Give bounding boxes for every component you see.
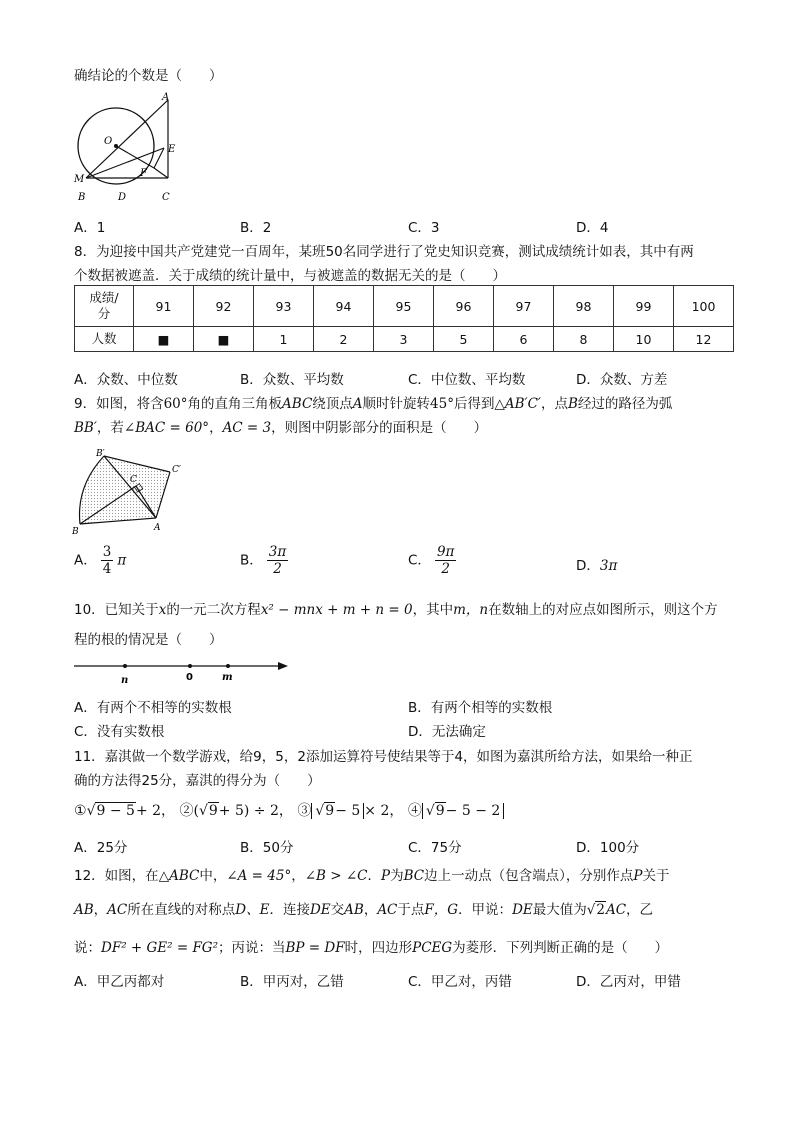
table-cell-covered: ■	[194, 327, 254, 352]
q12-math: BP = DF	[285, 940, 345, 956]
q9-option-a	[74, 544, 126, 577]
q8-option-c: C．中位数、平均数	[408, 372, 526, 388]
q12-text: ；丙说：当	[218, 940, 286, 956]
table-cell: 98	[554, 286, 614, 327]
q12-math: P	[633, 868, 643, 884]
method-3-tail: × 2，	[364, 803, 404, 819]
fraction-denominator: 4	[102, 561, 112, 577]
table-cell: 96	[434, 286, 494, 327]
q12-text: 关于	[642, 868, 670, 884]
table-cell: 100	[674, 286, 734, 327]
table-cell: 8	[554, 327, 614, 352]
q9-math: AC = 3	[222, 420, 272, 436]
q9-text: ，点	[540, 396, 568, 412]
q9-text: 绕顶点	[312, 396, 353, 412]
table-header-cell: 人数	[75, 327, 134, 352]
table-cell: 3	[374, 327, 434, 352]
table-cell: 12	[674, 327, 734, 352]
q9-text: 角的直角三角板	[187, 396, 283, 412]
q12-text: 交	[330, 902, 345, 918]
q7-option-b: B．2	[240, 220, 272, 236]
q9-option-c	[408, 544, 460, 577]
q7-label-d: D	[118, 192, 127, 203]
q9-text: 经过的路径为弧	[577, 396, 673, 412]
q9-math: A	[352, 396, 363, 412]
q12-math: F，G	[424, 902, 459, 918]
option-text: 3π	[599, 558, 618, 574]
q8-score-table	[74, 285, 734, 352]
table-cell: 93	[254, 286, 314, 327]
q10-text: 的一元二次方程	[166, 602, 261, 618]
numberline-label-n: n	[121, 675, 129, 686]
q11-option-c: C．75分	[408, 840, 462, 856]
q12-text: 最大值为	[532, 902, 587, 918]
table-cell: 6	[494, 327, 554, 352]
q9-rotation-figure	[72, 446, 192, 538]
q10-text: ，其中	[412, 602, 454, 618]
fraction-numerator: 9π	[436, 544, 455, 560]
q9-text: 顺时针旋转	[362, 396, 431, 412]
q11-stem-line1: 11．嘉淇做一个数学游戏，给9，5，2添加运算符号使结果等于4，如图为嘉淇所给方法，如果给一种正	[74, 749, 693, 765]
q12-math: AC	[377, 902, 398, 918]
q9-text: ，则图中阴影部分的面积是（ ）	[271, 420, 488, 436]
fraction-denominator: 2	[441, 561, 450, 577]
q9-label-b: B	[72, 527, 79, 537]
q8-option-d: D．众数、方差	[576, 372, 668, 388]
table-cell: 95	[374, 286, 434, 327]
q10-text: 在数轴上的对应点如图所示，则这个方	[488, 602, 718, 618]
q11-methods: ①√9 − 5+ 2， ②(√9+ 5) ÷ 2， ③ √9− 5 × 2， ④ √9− 5 − 2	[74, 800, 504, 820]
q8-option-b: B．众数、平均数	[240, 372, 344, 388]
q10-text: 10．已知关于	[74, 602, 159, 618]
q12-math: ∠B > ∠C	[304, 868, 368, 884]
q12-math: AC	[107, 902, 128, 918]
q9-label-cprime: C′	[172, 465, 181, 475]
fraction-denominator: 2	[273, 561, 282, 577]
q9-option-d	[576, 554, 617, 574]
q12-math: ∠A = 45°	[226, 868, 292, 884]
method-4-inner: − 5 − 2	[445, 803, 501, 819]
method-3-label: ③	[297, 803, 312, 819]
q11-option-b: B．50分	[240, 840, 294, 856]
q7-label-b: B	[78, 192, 86, 203]
q12-math: DE	[512, 902, 533, 918]
method-2-label: ②(	[179, 803, 199, 819]
table-cell: 94	[314, 286, 374, 327]
table-cell: 91	[134, 286, 194, 327]
q12-math: 2	[596, 902, 605, 918]
q9-math: B	[567, 396, 578, 412]
q12-text: 所在直线的对称点	[127, 902, 236, 918]
q12-text: ．甲说：	[458, 902, 513, 918]
q9-label-c: C	[130, 475, 137, 485]
q7-label-a: A	[162, 92, 170, 103]
q9-label-bprime: B′	[96, 449, 105, 459]
method-3-inner: − 5	[335, 803, 361, 819]
q7-option-c: C．3	[408, 220, 440, 236]
q12-text: 边上一动点（包含端点），分别作点	[424, 868, 634, 884]
q12-text: 12．如图，在	[74, 868, 159, 884]
q12-text: ，	[363, 902, 378, 918]
q10-number-line	[72, 656, 294, 686]
table-cell: 5	[434, 327, 494, 352]
q9-math: ∠BAC = 60°	[123, 420, 210, 436]
table-cell: 97	[494, 286, 554, 327]
table-cell: 1	[254, 327, 314, 352]
numberline-label-0: 0	[186, 672, 193, 683]
q11-option-d: D．100分	[576, 840, 640, 856]
q9-text: 后得到	[453, 396, 495, 412]
q7-label-f: F	[140, 168, 147, 179]
q9-label-a: A	[154, 523, 161, 533]
score-header-top: 成绩/	[89, 290, 119, 305]
q9-math: ABC	[282, 396, 313, 412]
q12-math: AC	[605, 902, 627, 918]
method-4-label: ④	[407, 803, 422, 819]
method-3-radicand: 9	[325, 803, 335, 819]
option-tail: π	[117, 552, 127, 569]
q9-text: ，	[209, 420, 223, 436]
table-cell: 2	[314, 327, 374, 352]
q10-stem-line2: 程的根的情况是（ ）	[74, 632, 223, 648]
q8-option-a: A．众数、中位数	[74, 372, 178, 388]
q7-label-m: M	[74, 174, 85, 185]
q12-text: ，	[291, 868, 305, 884]
table-header-cell	[75, 286, 134, 327]
q12-option-c: C．甲乙对，丙错	[408, 974, 512, 990]
q12-math: DE	[309, 902, 331, 918]
q9-math: BB′	[74, 420, 97, 436]
q7-label-o: O	[104, 136, 113, 147]
q12-math: P	[381, 868, 391, 884]
q9-math: 45°	[430, 396, 454, 412]
q10-math: m，n	[453, 602, 489, 618]
q12-option-b: B．甲丙对，乙错	[240, 974, 344, 990]
q7-label-e: E	[168, 144, 176, 155]
table-cell: 99	[614, 286, 674, 327]
q7-stem-end: 确结论的个数是（ ）	[74, 68, 223, 84]
table-row	[75, 286, 734, 327]
method-1-tail: + 2，	[135, 803, 176, 819]
numberline-label-m: m	[222, 672, 233, 683]
q12-stem-line2: AB，AC所在直线的对称点D、E．连接DE交AB，AC于点F，G．甲说：DE最大值为√2AC，乙	[74, 902, 654, 918]
q12-math: △ABC	[158, 868, 200, 884]
table-cell-covered: ■	[134, 327, 194, 352]
q12-math: PCEG	[412, 940, 453, 956]
q9-math: 60°	[163, 396, 188, 412]
q11-option-a: A．25分	[74, 840, 128, 856]
fraction-numerator: 3	[102, 544, 112, 560]
score-header-bottom: 分	[97, 306, 111, 321]
q10-math: x	[158, 602, 167, 618]
method-1-label: ①	[74, 803, 87, 819]
q12-math: D、E	[235, 902, 270, 918]
q11-stem-line2: 确的方法得25分，嘉淇的得分为（ ）	[74, 773, 321, 789]
q12-text: ，乙	[626, 902, 654, 918]
q9-option-b	[240, 544, 292, 577]
q7-label-c: C	[162, 192, 170, 203]
option-letter: A．	[74, 552, 97, 569]
method-4-radicand: 9	[435, 803, 445, 819]
q12-text: ．连接	[269, 902, 310, 918]
q10-option-a: A．有两个不相等的实数根	[74, 700, 232, 716]
fraction-numerator: 3π	[268, 544, 287, 560]
option-letter: D．	[576, 558, 600, 574]
q12-math: DF² + GE² = FG²	[101, 940, 219, 956]
method-2-tail: + 5) ÷ 2，	[218, 803, 293, 819]
q12-stem-line3	[74, 936, 668, 956]
q12-text: 时，四边形	[344, 940, 413, 956]
q10-option-c: C．没有实数根	[74, 724, 165, 740]
q9-math: △AB′C′	[494, 396, 541, 412]
q12-text: 说：	[74, 940, 101, 956]
q12-text: ，	[93, 902, 108, 918]
q9-stem-line1	[74, 392, 672, 412]
q12-stem-line1	[74, 864, 669, 884]
q10-option-d: D．无法确定	[408, 724, 486, 740]
q12-text: 于点	[397, 902, 425, 918]
q10-option-b: B．有两个相等的实数根	[408, 700, 553, 716]
table-cell: 10	[614, 327, 674, 352]
q9-stem-line2	[74, 416, 487, 436]
q12-text: 为菱形．下列判断正确的是（ ）	[452, 940, 669, 956]
method-2-radicand: 9	[208, 803, 218, 819]
q9-text: ，若	[96, 420, 124, 436]
q8-stem-line2: 个数据被遮盖．关于成绩的统计量中，与被遮盖的数据无关的是（ ）	[74, 268, 506, 284]
q12-math: AB	[74, 902, 94, 918]
q12-text: 中，	[199, 868, 227, 884]
table-row	[75, 327, 734, 352]
q12-text: ．	[367, 868, 381, 884]
q12-option-a: A．甲乙丙都对	[74, 974, 165, 990]
method-1-radicand: 9 − 5	[96, 803, 135, 819]
q10-stem-line1	[74, 598, 718, 618]
q12-text: 为	[390, 868, 404, 884]
table-cell: 92	[194, 286, 254, 327]
q10-math: x² − mnx + m + n = 0	[260, 602, 413, 618]
option-letter: B．	[240, 552, 263, 569]
option-letter: C．	[408, 552, 431, 569]
q7-circle-figure	[72, 86, 192, 208]
q12-math: BC	[403, 868, 425, 884]
q7-option-a: A．1	[74, 220, 106, 236]
q7-option-d: D．4	[576, 220, 609, 236]
q12-option-d: D．乙丙对，甲错	[576, 974, 681, 990]
q8-stem-line1: 8．为迎接中国共产党建党一百周年，某班50名同学进行了党史知识竞赛，测试成绩统计如表，其中有两	[74, 244, 694, 260]
q9-text: 9．如图，将含	[74, 396, 164, 412]
q12-math: AB	[344, 902, 364, 918]
